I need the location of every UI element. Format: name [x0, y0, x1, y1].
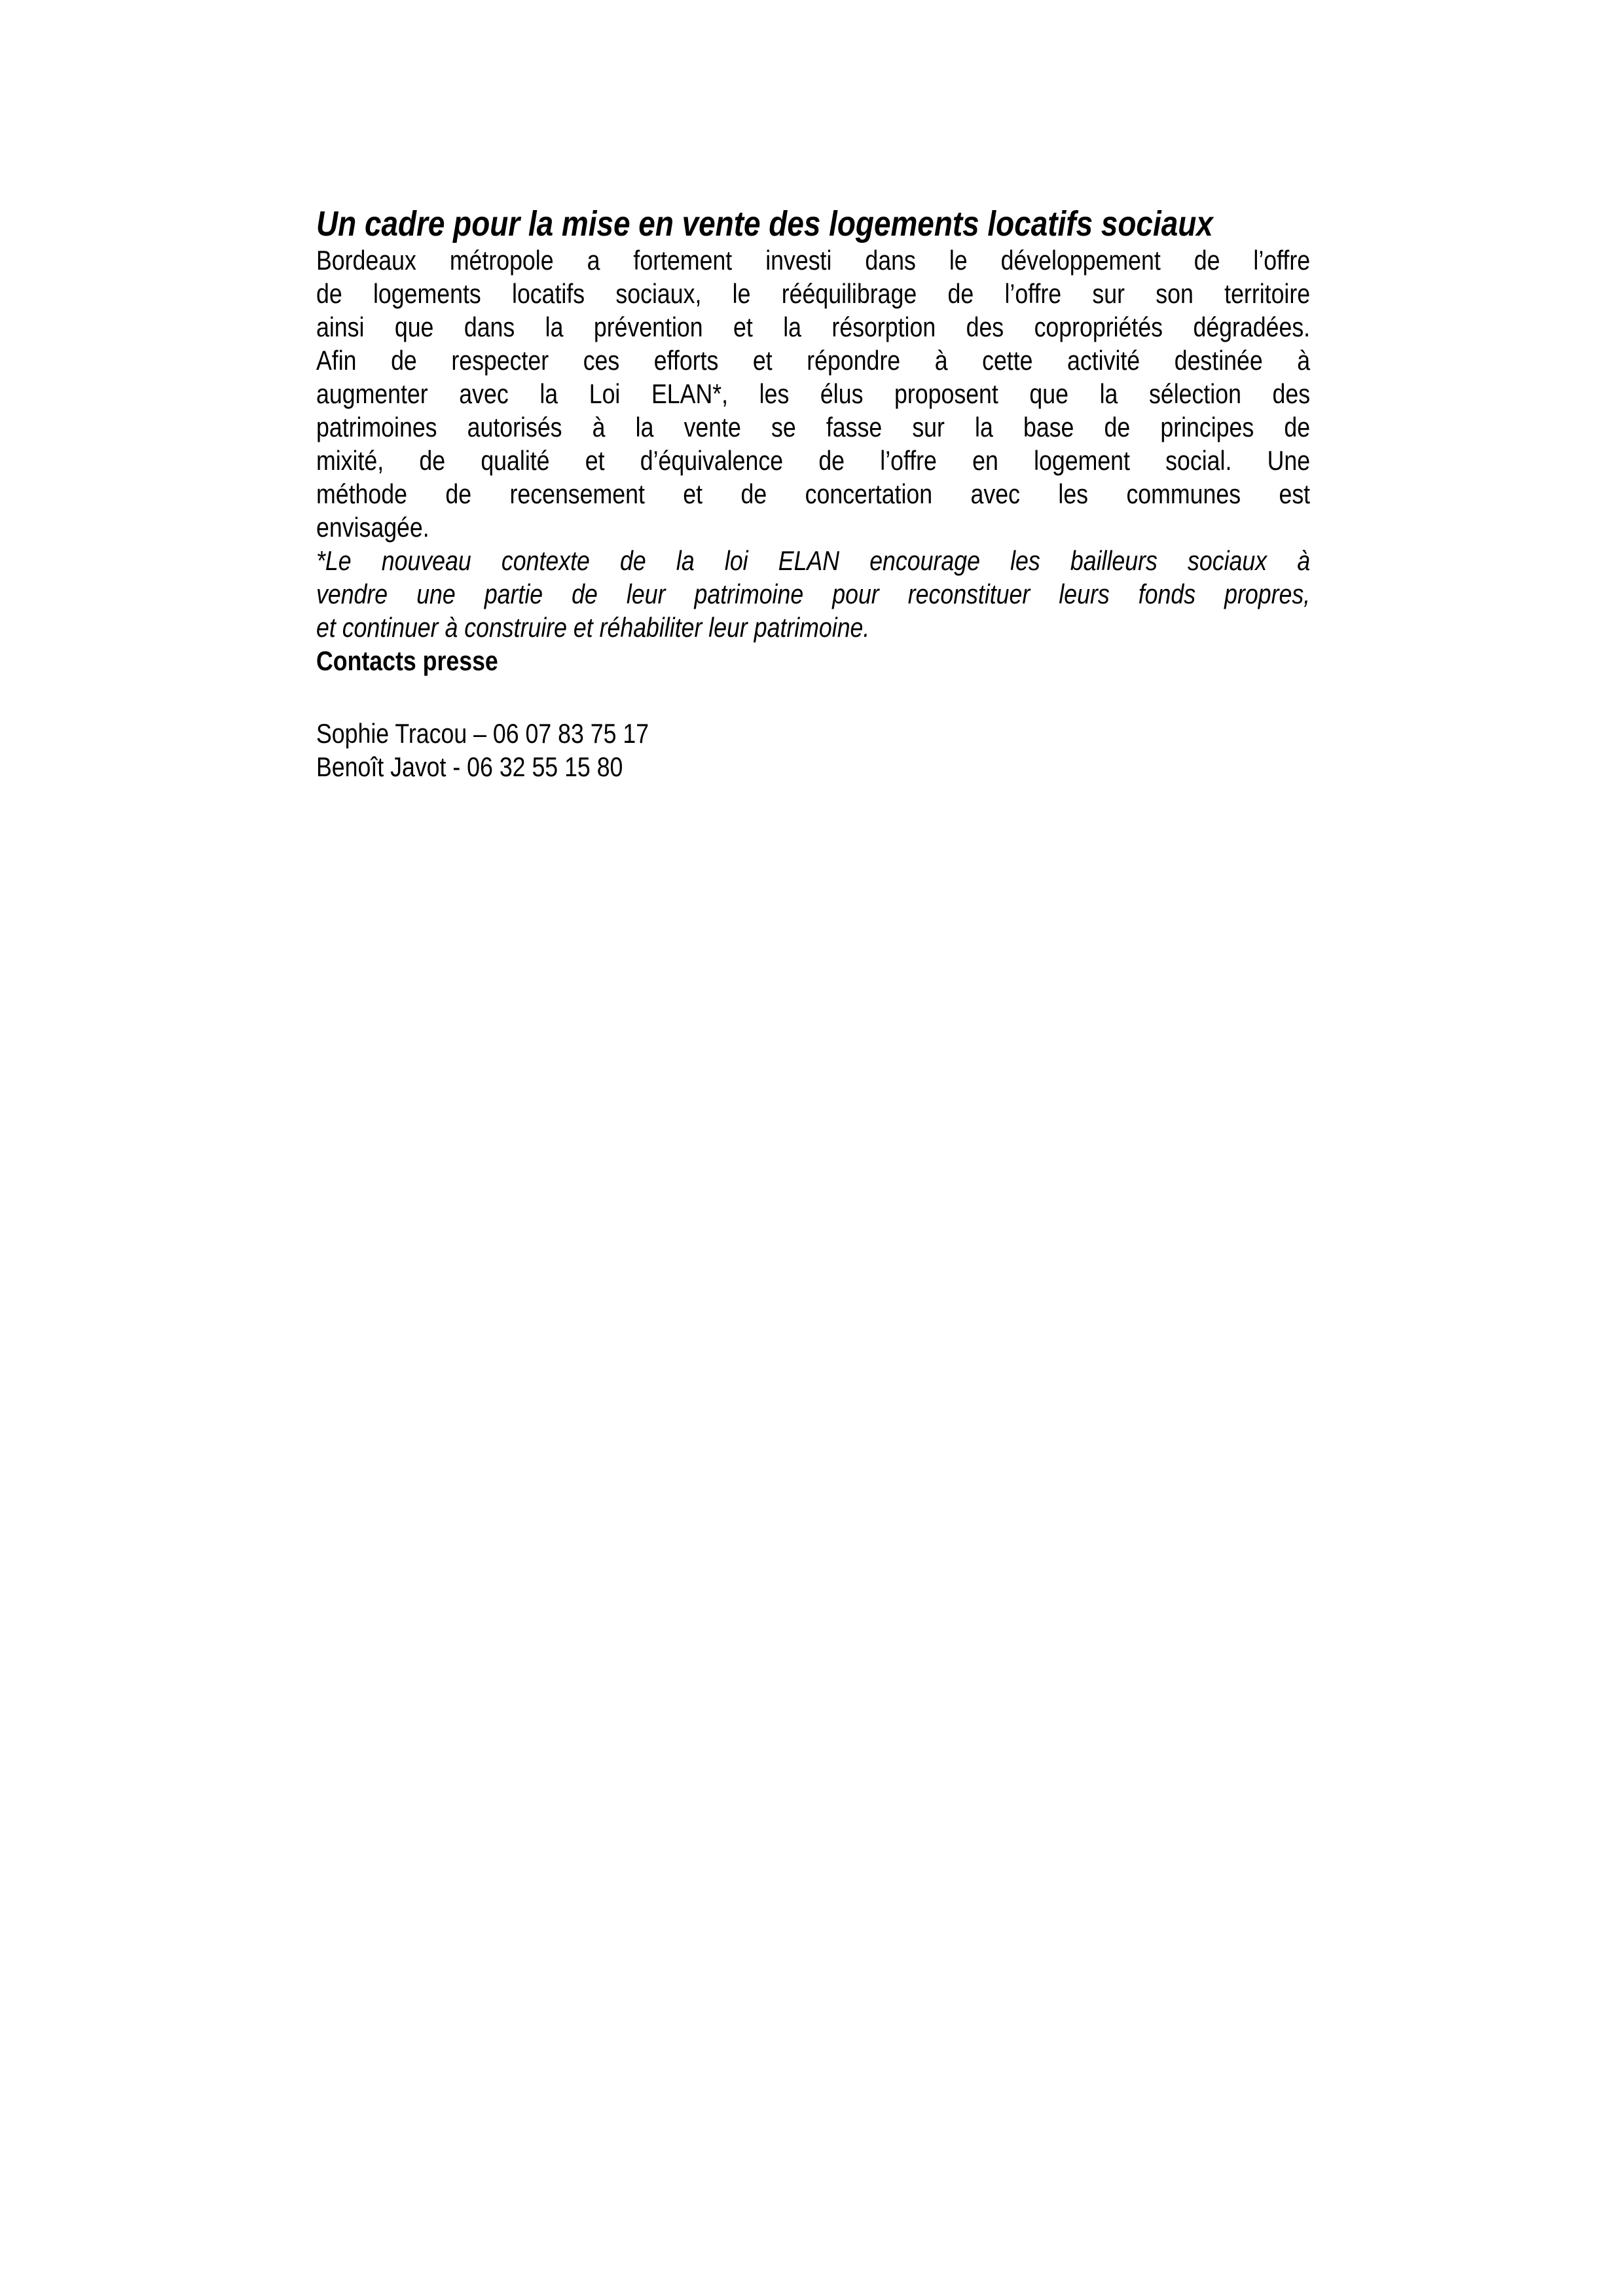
footnote-line: et continuer à construire et réhabiliter leur patrimoine.: [316, 612, 870, 643]
blank-line: [316, 677, 1310, 717]
body-paragraph: [316, 243, 1310, 544]
contact-line: Benoît Javot - 06 32 55 15 80: [316, 751, 623, 782]
body-line: envisagée.: [316, 512, 429, 543]
contacts-heading: Contacts presse: [316, 645, 498, 676]
footnote-line: *Le nouveau contexte de la loi ELAN encourage les bailleurs sociaux à: [316, 545, 1311, 576]
footnote-paragraph: [316, 544, 1310, 644]
body-line: mixité, de qualité et d’équivalence de l’offre en logement social. Une: [316, 445, 1311, 476]
body-line: patrimoines autorisés à la vente se fasse sur la base de principes de: [316, 412, 1311, 442]
press-release-title: Un cadre pour la mise en vente des logements locatifs sociaux: [316, 204, 1213, 243]
contacts-list: [316, 717, 1310, 783]
contact-line: Sophie Tracou – 06 07 83 75 17: [316, 718, 649, 749]
body-line: ainsi que dans la prévention et la résorption des copropriétés dégradées.: [316, 312, 1311, 342]
body-line: Afin de respecter ces efforts et répondre à cette activité destinée à: [316, 345, 1311, 376]
body-line: Bordeaux métropole a fortement investi dans le développement de l’offre: [316, 245, 1311, 276]
body-line: de logements locatifs sociaux, le rééquilibrage de l’offre sur son territoire: [316, 278, 1311, 309]
text-column: [316, 204, 1310, 783]
body-line: augmenter avec la Loi ELAN*, les élus proposent que la sélection des: [316, 378, 1311, 409]
body-line: méthode de recensement et de concertation avec les communes est: [316, 478, 1311, 509]
footnote-line: vendre une partie de leur patrimoine pour reconstituer leurs fonds propres,: [316, 579, 1311, 609]
